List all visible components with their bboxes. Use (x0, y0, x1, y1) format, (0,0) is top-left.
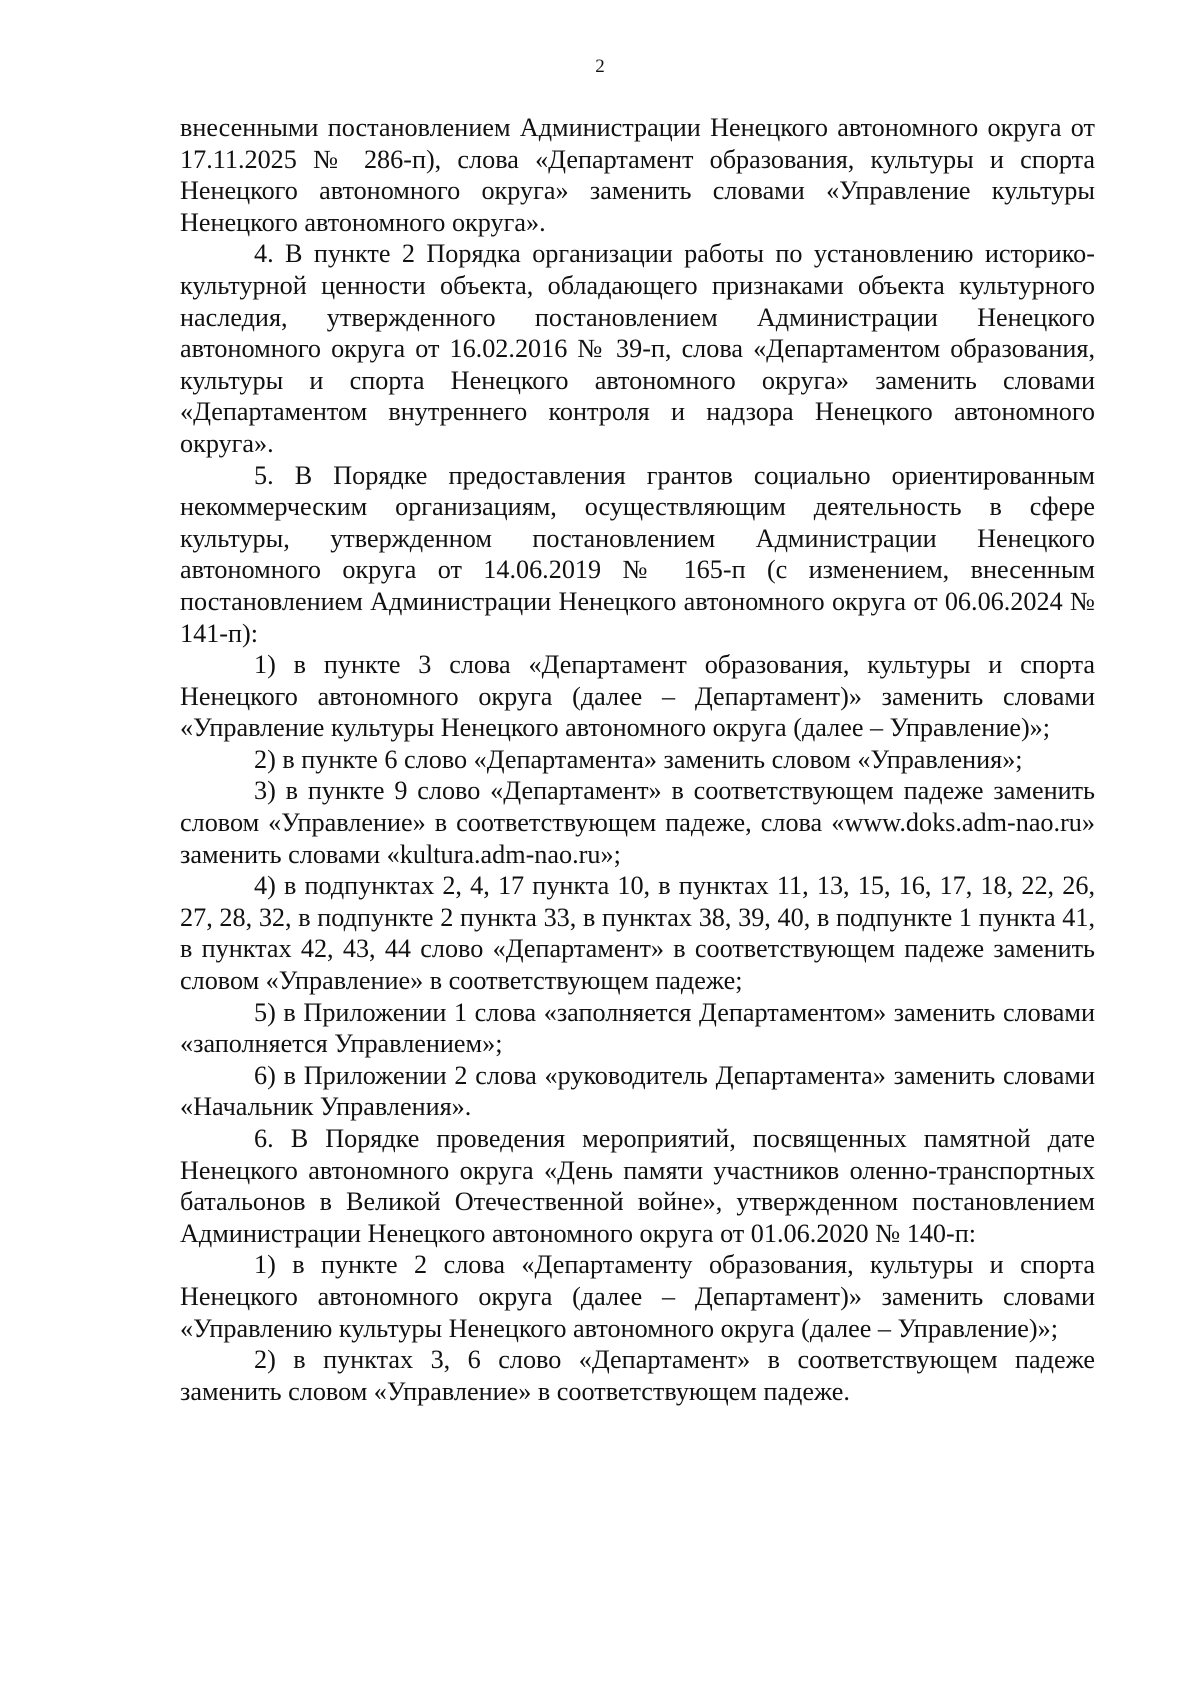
paragraph-item-6-sub-1: 1) в пункте 2 слова «Департаменту образования, культуры и спорта Ненецкого автономного округа (далее – Департамент)» заменить словами «Управлению культуры Ненецкого автономного округа (далее – Управление)»; (180, 1250, 1095, 1343)
paragraph-item-5: 5. В Порядке предоставления грантов социально ориентированным некоммерческим организациям, осуществляющим деятельность в сфере культуры, утвержденном постановлением Администрации Ненецкого автономного округа от 14.06.2019 № 165-п (с изменением, внесенным постановлением Администрации Ненецкого автономного округа от 06.06.2024 № 141-п): (180, 460, 1095, 648)
paragraph-item-5-sub-4: 4) в подпунктах 2, 4, 17 пункта 10, в пунктах 11, 13, 15, 16, 17, 18, 22, 26, 27, 28, 32, в подпункте 2 пункта 33, в пунктах 38, 39, 40, в подпункте 1 пункта 41, в пунктах 42, 43, 44 слово «Департамент» в соответствующем падеже заменить словом «Управление» в соответствующем падеже; (180, 871, 1095, 996)
paragraph-continuation: внесенными постановлением Администрации Ненецкого автономного округа от 17.11.2025 № 286-п), слова «Департамент образования, культуры и спорта Ненецкого автономного округа» заменить словами «Управление культуры Ненецкого автономного округа». (180, 113, 1095, 237)
page-number: 2 (595, 56, 605, 77)
paragraph-item-5-sub-3: 3) в пункте 9 слово «Департамент» в соответствующем падеже заменить словом «Управление» в соответствующем падеже, слова «www.doks.adm-nao.ru» заменить словами «kultura.adm-nao.ru»; (180, 776, 1095, 869)
paragraph-item-5-sub-1: 1) в пункте 3 слова «Департамент образования, культуры и спорта Ненецкого автономного округа (далее – Департамент)» заменить словами «Управление культуры Ненецкого автономного округа (далее – Управление)»; (180, 650, 1095, 743)
paragraph-item-5-sub-5: 5) в Приложении 1 слова «заполняется Департаментом» заменить словами «заполняется Управлением»; (180, 997, 1095, 1059)
paragraph-item-6-sub-2: 2) в пунктах 3, 6 слово «Департамент» в соответствующем падеже заменить словом «Управление» в соответствующем падеже. (180, 1345, 1095, 1406)
paragraph-item-4: 4. В пункте 2 Порядка организации работы по установлению историко-культурной ценности объекта, обладающего признаками объекта культурного наследия, утвержденного постановлением Администрации Ненецкого автономного округа от 16.02.2016 № 39-п, слова «Департаментом образования, культуры и спорта Ненецкого автономного округа» заменить словами «Департаментом внутреннего контроля и надзора Ненецкого автономного округа». (180, 239, 1095, 458)
paragraph-item-5-sub-2: 2) в пункте 6 слово «Департамента» заменить словом «Управления»; (254, 744, 1023, 774)
paragraph-item-6: 6. В Порядке проведения мероприятий, посвященных памятной дате Ненецкого автономного округа «День памяти участников оленно-транспортных батальонов в Великой Отечественной войне», утвержденном постановлением Администрации Ненецкого автономного округа от 01.06.2020 № 140-п: (180, 1124, 1095, 1248)
document-body (180, 112, 1095, 1407)
paragraph-item-5-sub-6: 6) в Приложении 2 слова «руководитель Департамента» заменить словами «Начальник Управления». (180, 1060, 1095, 1122)
